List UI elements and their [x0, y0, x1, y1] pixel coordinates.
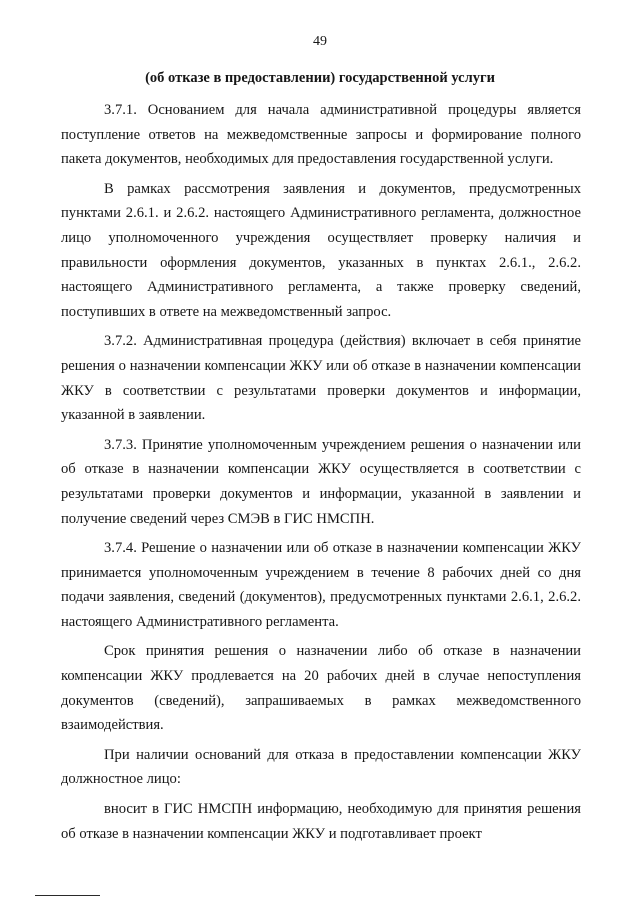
- document-body: [61, 98, 581, 851]
- paragraph-3-7-2: 3.7.2. Административная процедура (действия) включает в себя принятие решения о назначении компенсации ЖКУ или об отказе в назначении компенсации ЖКУ в соответствии с результатами проверки документов и информации, указанной в заявлении.: [61, 333, 581, 424]
- paragraph-review-scope: В рамках рассмотрения заявления и документов, предусмотренных пунктами 2.6.1. и 2.6.2. настоящего Административного регламента, должностное лицо уполномоченного учреждения осуществляет проверку наличия и правильности оформления документов, указанных в пунктах 2.6.1., 2.6.2. настоящего Административного регламента, а также проверку сведений, поступивших в ответе на межведомственный запрос.: [61, 180, 581, 320]
- paragraph-deadline-extension: Срок принятия решения о назначении либо об отказе в назначении компенсации ЖКУ продлевается на 20 рабочих дней в случае непоступления документов (сведений), запрашиваемых в рамках межведомственного взаимодействия.: [61, 643, 581, 734]
- paragraph-refusal-action: вносит в ГИС НМСПН информацию, необходимую для принятия решения об отказе в назначении компенсации ЖКУ и подготавливает проект: [61, 801, 581, 842]
- section-heading: (об отказе в предоставлении) государственной услуги: [145, 70, 495, 86]
- page-number: 49: [313, 34, 327, 49]
- paragraph-3-7-4: 3.7.4. Решение о назначении или об отказе в назначении компенсации ЖКУ принимается уполномоченным учреждением в течение 8 рабочих дней со дня подачи заявления, сведений (документов), предусмотренных пунктами 2.6.1, 2.6.2. настоящего Административного регламента.: [61, 540, 581, 630]
- footnote-rule: [35, 895, 100, 896]
- paragraph-refusal-grounds: При наличии оснований для отказа в предоставлении компенсации ЖКУ должностное лицо:: [61, 746, 581, 788]
- paragraph-3-7-1: 3.7.1. Основанием для начала административной процедуры является поступление ответов на межведомственные запросы и формирование полного пакета документов, необходимых для предоставления государственной услуги.: [61, 102, 581, 168]
- paragraph-3-7-3: 3.7.3. Принятие уполномоченным учреждением решения о назначении или об отказе в назначении компенсации ЖКУ осуществляется в соответствии с результатами проверки документов и информации, указанной в заявлении и получение сведений через СМЭВ в ГИС НМСПН.: [61, 436, 581, 527]
